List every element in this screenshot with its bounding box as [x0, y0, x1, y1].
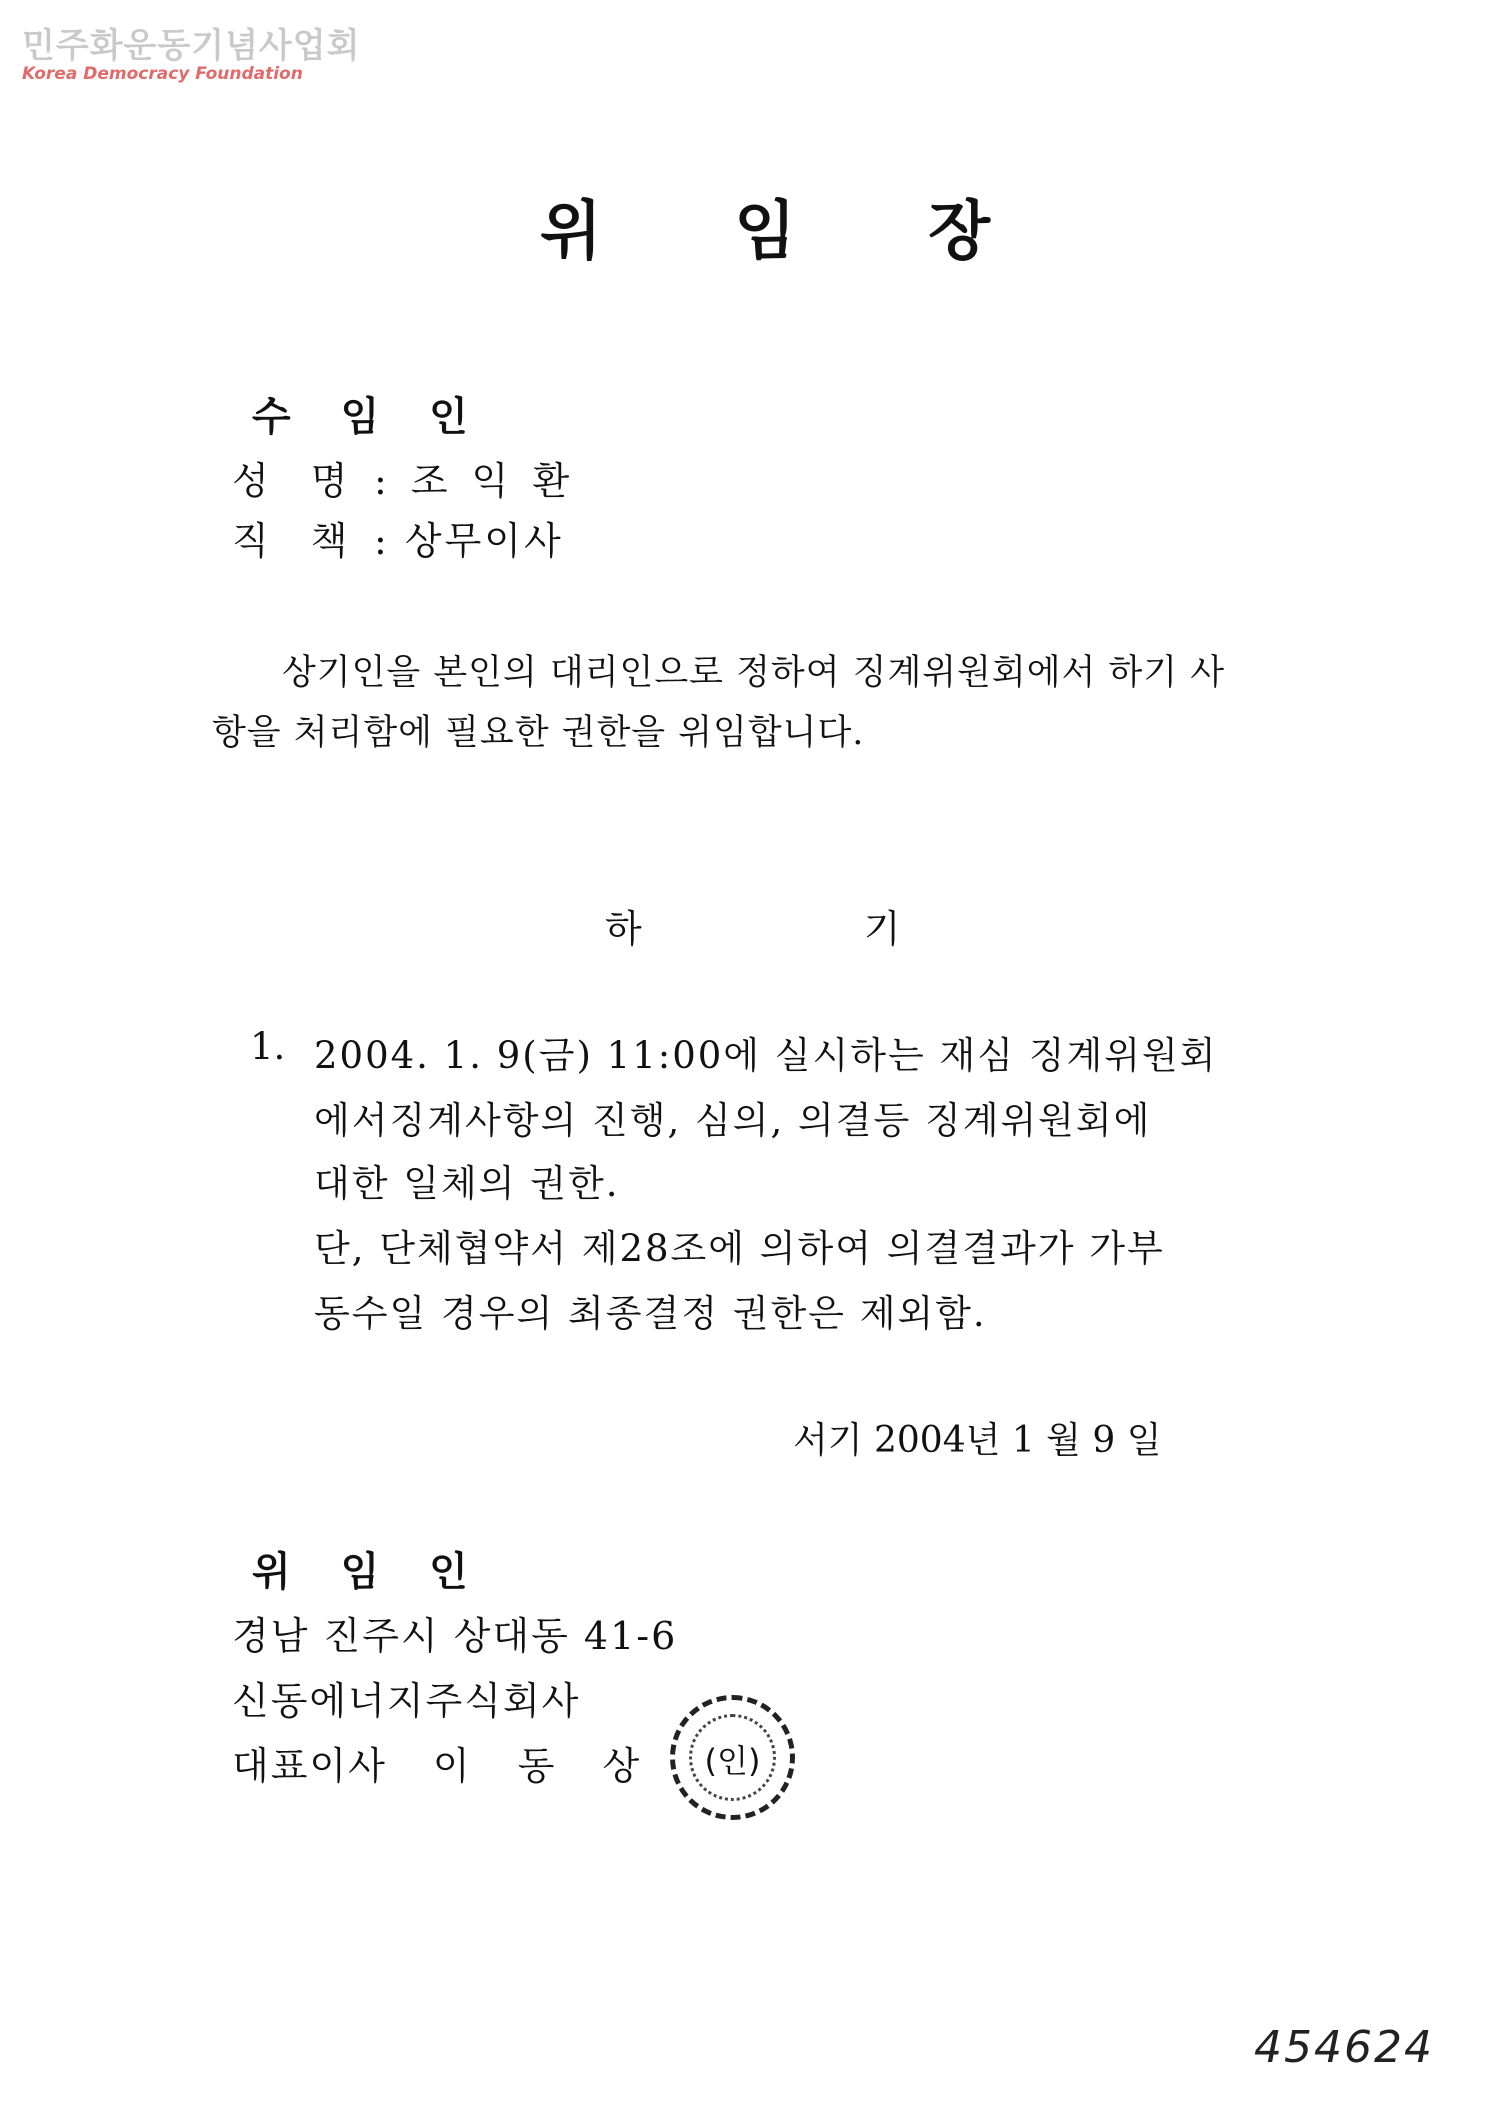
- document-date: 서기 2004년 1 월 9 일: [793, 1420, 1162, 1461]
- item-number: 1.: [250, 1025, 286, 1068]
- watermark-korean: 민주화운동기념사업회: [22, 26, 361, 66]
- item-line-3: 대한 일체의 권한.: [314, 1162, 620, 1205]
- grantee-heading: 수 임 인: [252, 394, 486, 440]
- hagi-heading: 하 기: [605, 907, 901, 951]
- handwritten-document-number: 454624: [1254, 2022, 1434, 2073]
- watermark-english: Korea Democracy Foundation: [22, 64, 303, 84]
- position-value: : 상무이사: [374, 519, 564, 563]
- seal-text: (인): [704, 1742, 761, 1780]
- item-line-1: 2004. 1. 9(금) 11:00에 실시하는 재심 징계위원회: [314, 1034, 1218, 1077]
- grantor-representative: 대표이사 이 동 상: [232, 1744, 642, 1788]
- grantee-position-row: [232, 510, 564, 565]
- name-label: 성 명: [232, 459, 348, 503]
- item-line-2: 에서징계사항의 진행, 심의, 의결등 징계위원회에: [314, 1099, 1152, 1142]
- item-line-4: 단, 단체협약서 제28조에 의하여 의결결과가 가부: [314, 1227, 1165, 1270]
- grantee-name-row: [232, 450, 575, 505]
- document-title: 위 임 장: [540, 195, 991, 269]
- statement-line-1: 상기인을 본인의 대리인으로 정하여 징계위원회에서 하기 사: [282, 653, 1226, 693]
- grantor-heading: 위 임 인: [252, 1549, 486, 1595]
- item-line-5: 동수일 경우의 최종결정 권한은 제외함.: [314, 1292, 987, 1335]
- grantor-address: 경남 진주시 상대동 41-6: [232, 1614, 678, 1658]
- company-seal: [670, 1695, 795, 1820]
- name-value: : 조 익 환: [374, 459, 576, 503]
- grantor-company: 신동에너지주식회사: [232, 1679, 581, 1723]
- statement-line-2: 항을 처리함에 필요한 권한을 위임합니다.: [212, 713, 865, 753]
- position-label: 직 책: [232, 519, 348, 563]
